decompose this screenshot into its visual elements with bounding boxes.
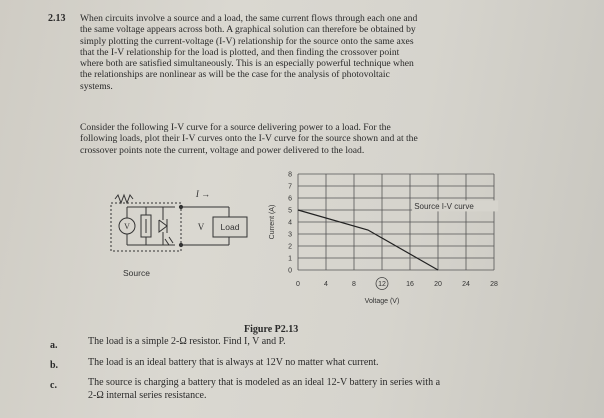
task-line: crossover points note the current, voltage and power delivered to the load. <box>80 144 365 156</box>
y-axis-label: Current (A) <box>269 204 276 240</box>
source-symbol-label: V <box>124 222 130 231</box>
intro-paragraph <box>80 13 580 92</box>
x-tick-label: 12 <box>378 281 386 288</box>
legend-label: Source I-V curve <box>414 201 474 211</box>
y-tick-label: 8 <box>288 171 292 179</box>
intro-line: When circuits involve a source and a load, the same current flows through each one and <box>80 13 418 24</box>
y-tick-label: 5 <box>288 207 292 215</box>
x-tick-label: 20 <box>434 281 442 288</box>
question-a-text: The load is a simple 2-Ω resistor. Find I, V and P. <box>88 336 286 347</box>
diode-symbol <box>159 220 167 232</box>
x-tick-label: 0 <box>296 281 300 288</box>
iv-chart <box>262 168 512 318</box>
problem-number: 2.13 <box>48 13 66 24</box>
y-tick-label: 3 <box>288 231 292 239</box>
load-label: Load <box>220 222 240 232</box>
y-tick-label: 7 <box>288 183 292 191</box>
source-iv-line <box>298 210 438 270</box>
intro-line: where both are satisfied simultaneously. This is an especially powerful technique when <box>80 58 414 70</box>
source-label: Source <box>123 268 150 278</box>
x-tick-label: 16 <box>406 281 414 288</box>
y-tick-label: 6 <box>288 195 292 203</box>
intro-line: systems. <box>80 80 113 92</box>
x-tick-label: 24 <box>462 281 470 288</box>
question-c-text-line-1: The source is charging a battery that is modeled as an ideal 12-V battery in series with a <box>88 377 441 388</box>
question-b-text: The load is an ideal battery that is always at 12V no matter what current. <box>88 357 379 368</box>
intro-line: the same voltage appears across both. A graphical solution can therefore be obtained by <box>80 24 416 36</box>
x-tick-label: 28 <box>490 281 498 288</box>
question-c-text-line-2: 2-Ω internal series resistance. <box>88 390 207 401</box>
series-resistor <box>115 195 133 203</box>
y-tick-label: 0 <box>288 267 292 275</box>
figure-caption: Figure P2.13 <box>244 324 299 335</box>
intro-line: the relationships are nonlinear as will be the case for the analysis of photovoltaic <box>80 69 390 81</box>
question-a-label: a. <box>50 340 58 351</box>
question-b-label: b. <box>50 360 59 371</box>
current-arrow-label: I → <box>195 189 211 199</box>
voltage-label: V <box>197 222 205 232</box>
circuit-diagram <box>105 185 285 285</box>
y-tick-label: 4 <box>288 219 292 227</box>
y-tick-label: 1 <box>288 255 292 263</box>
question-c-label: c. <box>50 380 57 391</box>
task-line: following loads, plot their I-V curves onto the I-V curve for the source shown and at the <box>80 133 418 145</box>
y-tick-label: 2 <box>288 243 292 251</box>
x-tick-label: 4 <box>324 281 328 288</box>
task-line: Consider the following I-V curve for a source delivering power to a load. For the <box>80 122 391 133</box>
x-axis-label: Voltage (V) <box>364 298 400 305</box>
intro-line: that the I-V relationship for the load is plotted, and then finding the crossover point <box>80 46 400 58</box>
x-tick-label: 8 <box>352 281 356 288</box>
intro-line: simply plotting the current-voltage (I-V) relationship for the source onto the same axes <box>80 35 414 47</box>
task-paragraph <box>80 122 580 156</box>
